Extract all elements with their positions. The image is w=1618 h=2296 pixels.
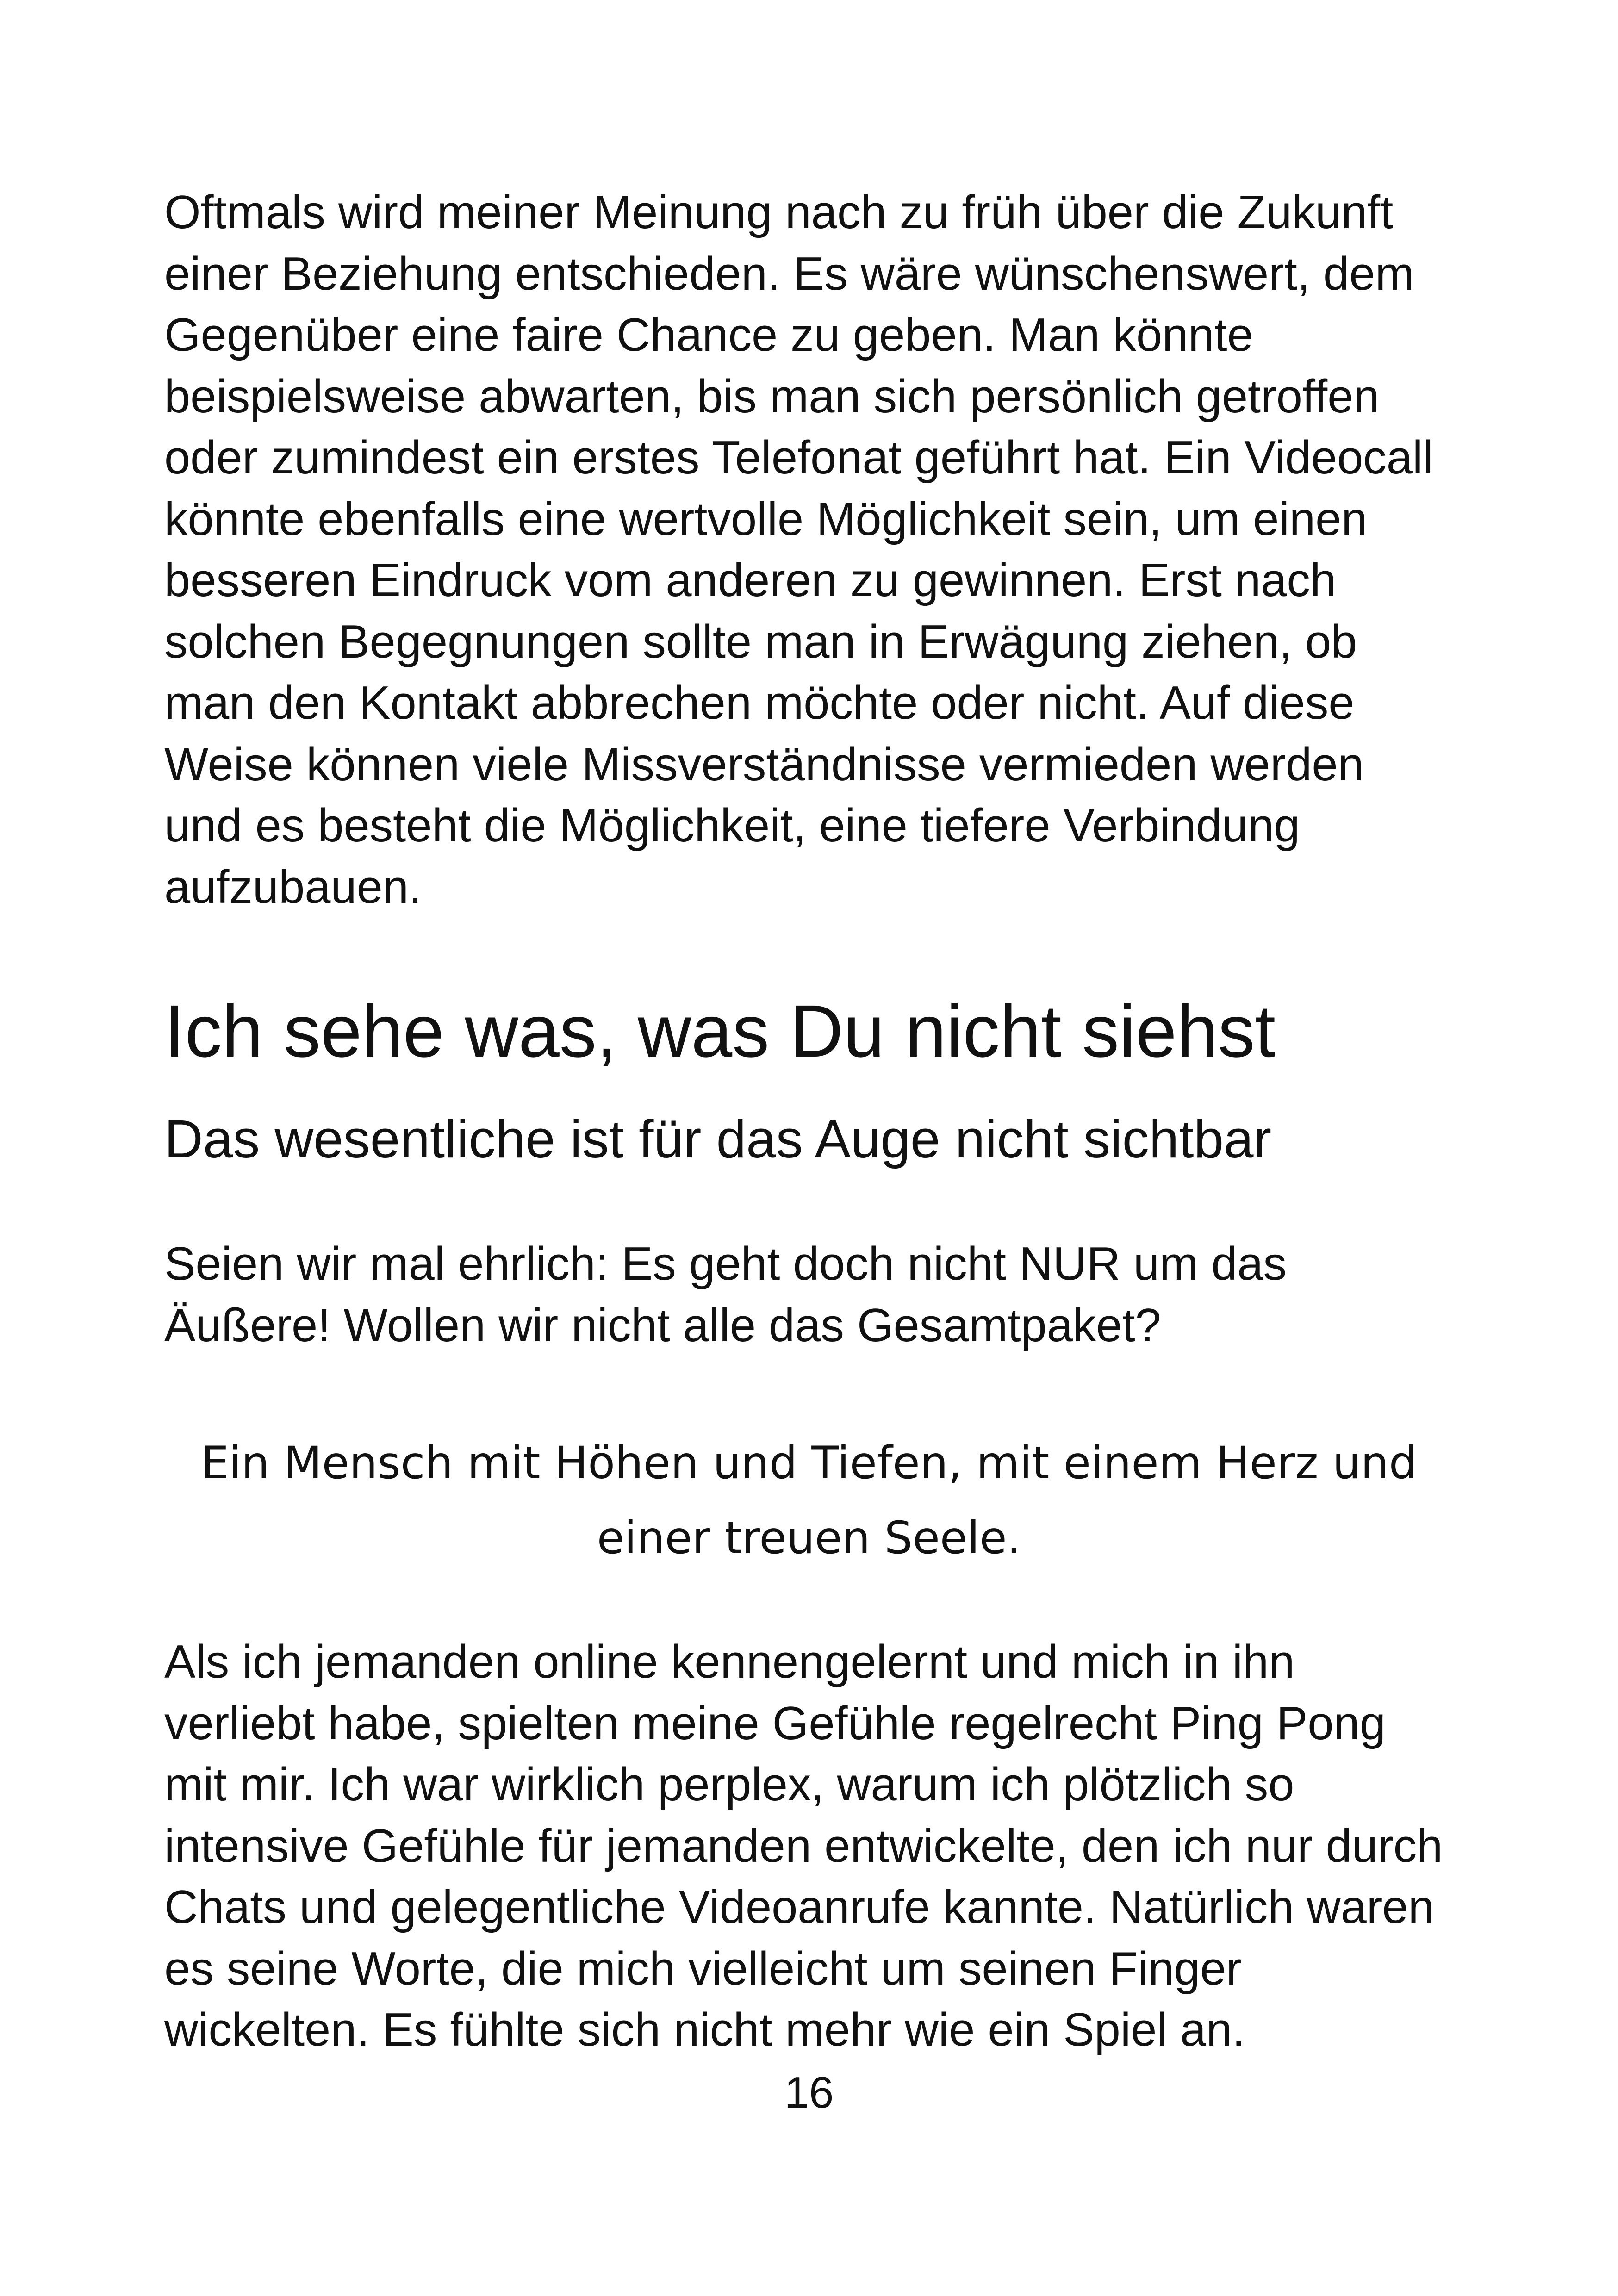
quote-line: Ein Mensch mit Höhen und Tiefen, mit einem Herz und	[201, 1437, 1417, 1489]
paragraph-line: solchen Begegnungen sollte man in Erwägung ziehen, ob	[164, 616, 1357, 668]
paragraph-line: Seien wir mal ehrlich: Es geht doch nicht NUR um das	[164, 1238, 1287, 1290]
paragraph-line: aufzubauen.	[164, 861, 422, 913]
highlighted-quote	[0, 1425, 1618, 1575]
paragraph-line: einer Beziehung entschieden. Es wäre wünschenswert, dem	[164, 248, 1414, 300]
paragraph-line: und es besteht die Möglichkeit, eine tiefere Verbindung	[164, 800, 1300, 852]
quote-line: einer treuen Seele.	[597, 1512, 1021, 1564]
paragraph-line: verliebt habe, spielten meine Gefühle regelrecht Ping Pong	[164, 1697, 1386, 1749]
section-subheading: Das wesentliche ist für das Auge nicht sichtbar	[164, 1109, 1272, 1169]
paragraph-line: Weise können viele Missverständnisse vermieden werden	[164, 738, 1364, 790]
page-number: 16	[784, 2068, 834, 2117]
section-heading: Ich sehe was, was Du nicht siehst	[164, 989, 1276, 1072]
paragraph-line: Oftmals wird meiner Meinung nach zu früh über die Zukunft	[164, 187, 1394, 238]
question-paragraph	[164, 1233, 1460, 1356]
paragraph-line: Äußere! Wollen wir nicht alle das Gesamtpaket?	[164, 1299, 1161, 1351]
paragraph-line: man den Kontakt abbrechen möchte oder nicht. Auf diese	[164, 677, 1355, 729]
paragraph-line: Als ich jemanden online kennengelernt und mich in ihn	[164, 1636, 1295, 1688]
paragraph-line: Gegenüber eine faire Chance zu geben. Man könnte	[164, 309, 1253, 361]
paragraph-line: Chats und gelegentliche Videoanrufe kannte. Natürlich waren	[164, 1881, 1434, 1933]
intro-paragraph	[164, 182, 1460, 918]
paragraph-line: könnte ebenfalls eine wertvolle Möglichkeit sein, um einen	[164, 493, 1368, 545]
story-paragraph	[164, 1631, 1460, 2061]
paragraph-line: beispielsweise abwarten, bis man sich persönlich getroffen	[164, 370, 1380, 423]
paragraph-line: besseren Eindruck vom anderen zu gewinnen. Erst nach	[164, 554, 1337, 606]
paragraph-line: oder zumindest ein erstes Telefonat geführt hat. Ein Videocall	[164, 432, 1433, 484]
paragraph-line: intensive Gefühle für jemanden entwickelte, den ich nur durch	[164, 1820, 1443, 1872]
paragraph-line: wickelten. Es fühlte sich nicht mehr wie ein Spiel an.	[164, 2004, 1245, 2056]
paragraph-line: mit mir. Ich war wirklich perplex, warum ich plötzlich so	[164, 1759, 1294, 1811]
paragraph-line: es seine Worte, die mich vielleicht um seinen Finger	[164, 1942, 1242, 1995]
